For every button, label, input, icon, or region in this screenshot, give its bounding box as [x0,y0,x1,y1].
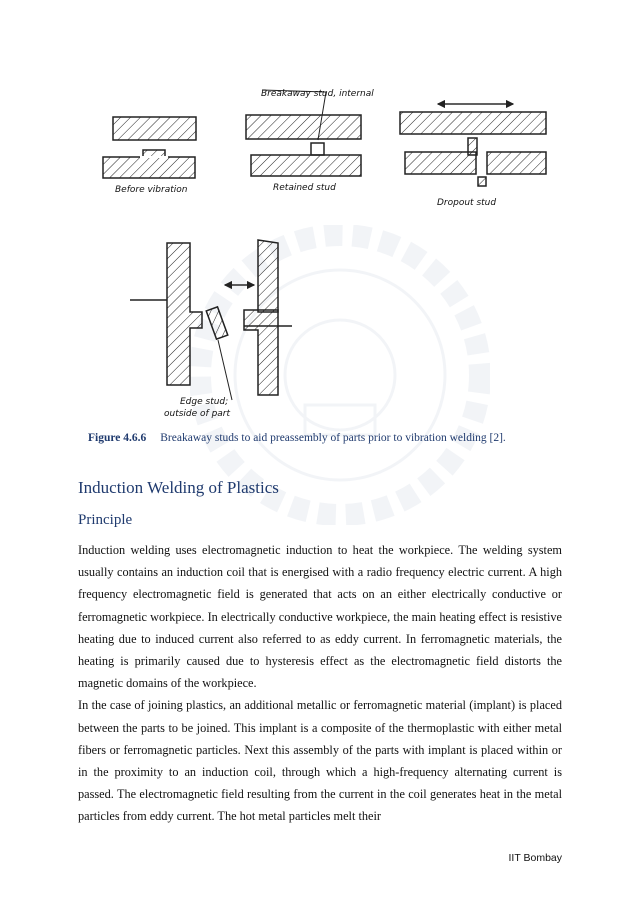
label-edge-stud: Edge stud; [180,397,229,407]
figure-caption [88,432,506,444]
label-edge-stud-outside: outside of part [164,409,231,419]
dropout-stud-diagram [400,104,546,186]
body-text [78,539,562,828]
breakaway-studs-figure [0,0,638,440]
label-before-vibration: Before vibration [115,185,188,195]
paragraph-1: Induction welding uses electromagnetic induction to heat the workpiece. The welding system usually contains an induction coil that is energised with a radio frequency electric current. A high frequency electromagnetic field is generated that acts on an either electrically conductive or ferromagnetic workpiece. In electrically conductive workpiece, the main heating effect is resistive heating due to induced current also referred to as eddy current. In ferromagnetic materials, the heating is primarily caused due to hysteresis effect as the electromagnetic field distorts the magnetic domains of the workpiece. [78,543,562,691]
figure-caption-text: Breakaway studs to aid preassembly of parts prior to vibration welding [2]. [160,432,506,444]
before-vibration-diagram [103,117,196,178]
paragraph-2: In the case of joining plastics, an additional metallic or ferromagnetic material (implant) is placed between the parts to be joined. This implant is a composite of the thermoplastic with either metal fibers or ferromagnetic particles. Next this assembly of the parts with implant is placed within or in the proximity to an induction coil, through which a high-frequency alternating current is passed. The electromagnetic field resulting from the current in the coil generates heat in the metal particles from eddy current. The hot metal particles melt their [78,698,562,824]
label-dropout-stud: Dropout stud [437,198,497,208]
retained-stud-diagram [246,90,361,176]
subsection-heading: Principle [78,512,133,528]
label-breakaway-internal: Breakaway stud, internal [261,89,374,99]
page-footer: IIT Bombay [508,852,562,864]
section-heading: Induction Welding of Plastics [78,478,279,497]
edge-stud-diagram [130,240,292,400]
label-retained-stud: Retained stud [273,183,336,193]
figure-number: Figure 4.6.6 [88,432,147,444]
